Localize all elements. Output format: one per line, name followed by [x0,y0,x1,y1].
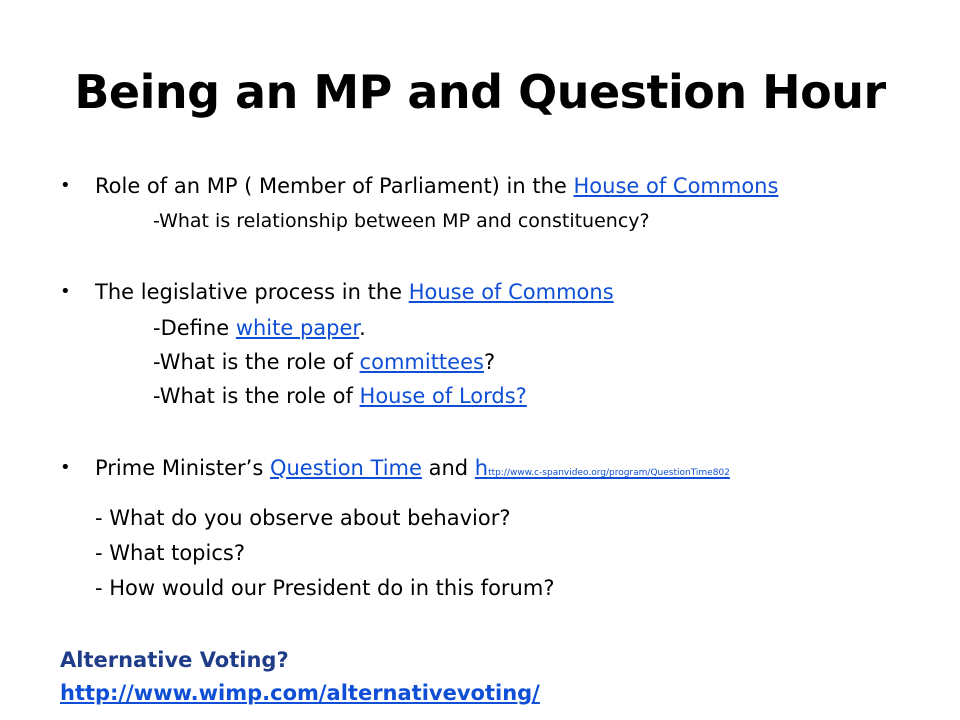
house-of-lords-link[interactable]: House of Lords? [359,384,527,408]
cspan-video-link[interactable] [475,456,730,480]
cspan-link-first: h [474,456,489,480]
bullet-2-sub-3 [153,382,527,410]
cspan-link-rest: ttp://www.c-spanvideo.org/program/QuestionTime802 [488,468,730,478]
bullet-3-middle: and [421,456,475,480]
house-of-commons-link-2[interactable]: House of Commons [408,280,614,304]
alternative-voting-heading: Alternative Voting? [60,648,289,672]
sub-prefix: -Define [153,316,236,340]
bullet-3-sub-2: - What topics? [95,541,245,565]
bullet-2-sub-2 [153,348,495,376]
bullet-3-text: Prime Minister’s [95,456,270,480]
bullet-3 [95,454,730,487]
bullet-dot: • [60,175,71,196]
bullet-3-sub-1: - What do you observe about behavior? [95,506,511,530]
alternative-voting-url-wrap [60,679,540,707]
bullet-1-text: Role of an MP ( Member of Parliament) in the [95,174,574,198]
bullet-3-sub-3: - How would our President do in this forum? [95,576,555,600]
committees-link[interactable]: committees [359,350,484,374]
bullet-2-sub-1 [153,314,366,342]
bullet-1 [95,172,778,200]
sub-suffix: ? [483,350,496,374]
sub-prefix: -What is the role of [153,350,360,374]
bullet-2 [95,278,614,306]
bullet-dot: • [60,281,71,302]
house-of-commons-link-1[interactable]: House of Commons [573,174,779,198]
slide-title: Being an MP and Question Hour [74,65,886,119]
sub-suffix: . [359,316,366,340]
sub-prefix: -What is the role of [153,384,360,408]
bullet-2-text: The legislative process in the [95,280,409,304]
bullet-dot: • [60,457,71,478]
white-paper-link[interactable]: white paper [235,316,360,340]
bullet-1-sub-1: -What is relationship between MP and constituency? [153,210,650,232]
alternative-voting-link[interactable]: http://www.wimp.com/alternativevoting/ [60,681,540,705]
question-time-link[interactable]: Question Time [269,456,422,480]
